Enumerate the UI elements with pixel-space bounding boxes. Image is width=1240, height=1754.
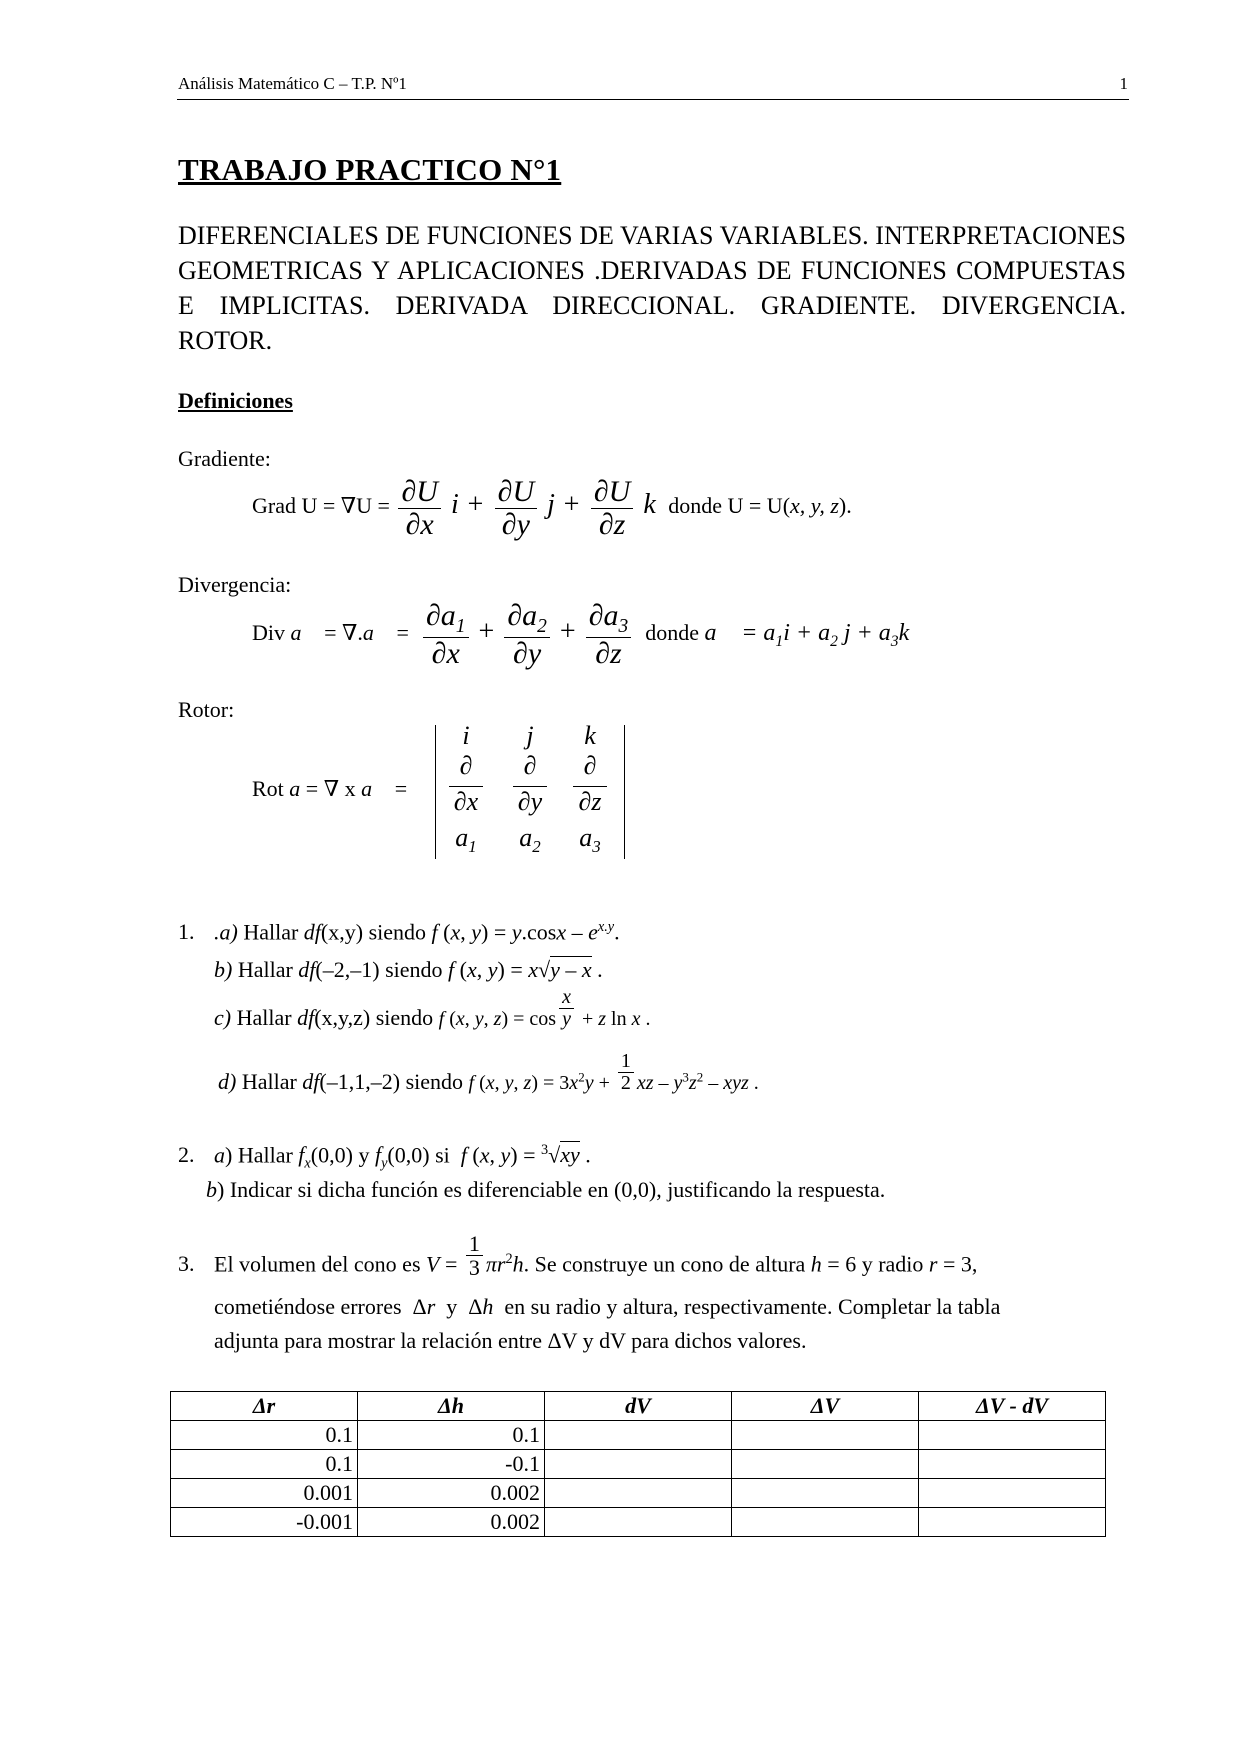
table-cell (732, 1508, 919, 1537)
exercise-3-line2: cometiéndose errores Δr y Δh en su radio y altura, respectivamente. Completar la tabla (214, 1294, 1001, 1319)
det-a3: $a_3$ (579, 823, 601, 857)
divergence-da1dx: $\frac{\partial a_1}{\partial x}$ (423, 600, 469, 670)
gradient-vars: x, y, z (790, 493, 839, 519)
exercise-1b: b) Hallar df(–2,–1) siendo f (x, y) = x√y – x . (214, 957, 603, 982)
table-cell (919, 1421, 1106, 1450)
table-header-cell: Δr (171, 1392, 358, 1421)
divergence-lhs-a: Div (252, 620, 285, 646)
det-j: j (526, 721, 534, 750)
table-cell: 0.002 (358, 1479, 545, 1508)
rotor-label: Rotor: (178, 697, 235, 722)
table-row (171, 1479, 1106, 1508)
table-cell: 0.1 (358, 1421, 545, 1450)
rotor-lhs: Rot a = ∇ x a⃗ = (252, 776, 408, 801)
table-cell (545, 1421, 732, 1450)
table-cell: 0.001 (171, 1479, 358, 1508)
table-cell (919, 1479, 1106, 1508)
divergence-formula: Div a⃗ = ∇.a⃗ = $\frac{\partial a_1}{\partial x}$ + $\frac{\partial a_2}{\partial y}$ + $\frac{\partial a_3}{\partial z}$ donde a⃗ = $a_1i + a_2$ $j + a_3k$ (252, 599, 910, 671)
table-cell (732, 1421, 919, 1450)
header-title: Análisis Matemático C – T.P. Nº1 (178, 74, 407, 93)
table-cell (919, 1508, 1106, 1537)
gradient-dudz: $\frac{\partial U}{\partial z}$ (591, 476, 634, 540)
divergence-da2dy: $\frac{\partial a_2}{\partial y}$ (504, 600, 550, 670)
table-cell (732, 1479, 919, 1508)
gradient-dudy: $\frac{\partial U}{\partial y}$ (495, 476, 538, 540)
divergence-label: Divergencia: (178, 572, 292, 597)
table-cell (545, 1479, 732, 1508)
table-row (171, 1450, 1106, 1479)
table-header-cell: ΔV - dV (919, 1392, 1106, 1421)
table-row (171, 1421, 1106, 1450)
exercise-2a: a) Hallar $f_x(0,0)$ y $f_y(0,0)$ si f (x, y) = $^3$√xy . (214, 1142, 591, 1172)
det-a1: $a_1$ (455, 823, 477, 857)
table-header-cell: Δh (358, 1392, 545, 1421)
page-number: 1 (1119, 74, 1128, 93)
volume-error-table (170, 1391, 1106, 1537)
exercise-1a: .a) Hallar df(x,y) siendo f (x, $y) = y.\cos x - e^{x.y}$. (214, 919, 620, 945)
table-cell: -0.1 (358, 1450, 545, 1479)
rotor-lhs-c: = (394, 776, 408, 801)
gradient-where: donde U = U( (668, 493, 791, 519)
det-dx: ∂x (453, 787, 479, 816)
divergence-lhs-b: = ∇. (324, 620, 363, 646)
det-dy: ∂y (517, 787, 543, 816)
exercise-3-number: 3. (178, 1251, 195, 1276)
gradient-lhs: Grad U = ∇U = (252, 493, 390, 519)
table-cell: 0.1 (171, 1450, 358, 1479)
det-k: k (584, 721, 596, 750)
divergence-lhs-c: = (396, 620, 409, 646)
exercise-2b: b) Indicar si dicha función es diferenciable en (0,0), justificando la respuesta. (206, 1177, 886, 1202)
exercise-1c: c) Hallar df(x,y,z) siendo f (x, y, z) = cos $\frac{x}{y}$ + z ln x . (214, 986, 651, 1031)
exercise-2-number: 2. (178, 1142, 195, 1167)
table-cell: -0.001 (171, 1508, 358, 1537)
rotor-lhs-b: = ∇ x (305, 776, 356, 801)
page-title: TRABAJO PRACTICO N°1 (178, 152, 562, 187)
table-cell: 0.1 (171, 1421, 358, 1450)
table-header-row (171, 1392, 1106, 1421)
divergence-da3dz: $\frac{\partial a_3}{\partial z}$ (586, 600, 632, 670)
divergence-where: donde (645, 620, 700, 646)
rotor-lhs-a: Rot (252, 776, 284, 801)
table-cell (545, 1508, 732, 1537)
table-cell (545, 1450, 732, 1479)
gradient-label: Gradiente: (178, 446, 271, 471)
gradient-close: ). (838, 493, 852, 519)
det-i: i (462, 721, 470, 750)
gradient-dudx: $\frac{\partial U}{\partial x}$ (398, 476, 441, 540)
page-header (178, 74, 1128, 94)
exercise-1d: d) Hallar df(–1,1,–2) siendo f (x, y, $z) = 3x^2y$ + $\frac{1}{2}$ xz – $y^3z^2$ – xyz . (218, 1050, 759, 1095)
exercise-3-line1: El volumen del cono es V = $\frac{1}{3}$ $\pi r^2h$. Se construye un cono de altura h = 6 y radio r = 3, (214, 1230, 978, 1280)
table-cell: 0.002 (358, 1508, 545, 1537)
table-header-cell: ΔV (732, 1392, 919, 1421)
table-cell (732, 1450, 919, 1479)
det-a2: $a_2$ (519, 823, 541, 857)
gradient-formula: Grad U = ∇U = $\frac{\partial U}{\partial x}$ i + $\frac{\partial U}{\partial y}$ j + $\frac{\partial U}{\partial z}$ k donde U = U(x, y, z). (252, 475, 852, 541)
exercise-1-number: 1. (178, 919, 195, 944)
rotor-determinant: i j k ∂ ∂ ∂ ∂x ∂y ∂z $a_1$ $a_2$ $a_3$ (435, 725, 625, 859)
header-rule (177, 99, 1129, 100)
table-cell (919, 1450, 1106, 1479)
table-row (171, 1508, 1106, 1537)
exercise-3-line3: adjunta para mostrar la relación entre ΔV y dV para dichos valores. (214, 1328, 807, 1353)
definitions-heading: Definiciones (178, 388, 293, 413)
table-header-cell: dV (545, 1392, 732, 1421)
subject-paragraph: DIFERENCIALES DE FUNCIONES DE VARIAS VARIABLES. INTERPRETACIONES GEOMETRICAS Y APLICACIONES .DERIVADAS DE FUNCIONES COMPUESTAS E IMPLICITAS. DERIVADA DIRECCIONAL. GRADIENTE. DIVERGENCIA. ROTOR. (178, 221, 1126, 355)
det-dz: ∂z (578, 787, 602, 816)
